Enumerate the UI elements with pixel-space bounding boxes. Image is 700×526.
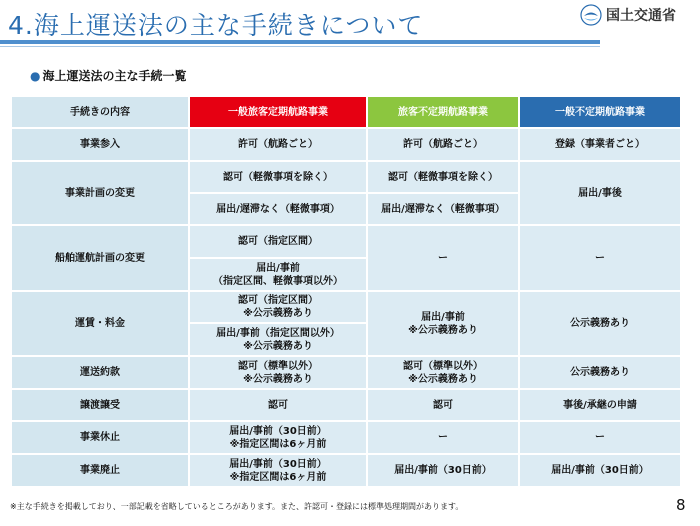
- table-cell: [189, 291, 367, 323]
- cell-line: 届出/事前（指定区間以外）: [216, 327, 340, 339]
- header-general-irregular: 一般不定期航路事業: [519, 96, 681, 128]
- row-label: 事業計画の変更: [11, 161, 189, 225]
- table-cell: 認可: [367, 389, 519, 421]
- cell-line: 認可（標準以外）: [238, 360, 318, 372]
- table-cell: ー: [367, 225, 519, 291]
- table-row: [11, 389, 681, 421]
- table-cell: 公示義務あり: [519, 356, 681, 389]
- cell-line: 届出/事前: [421, 311, 465, 323]
- table-cell: [367, 291, 519, 356]
- row-label: 事業参入: [11, 128, 189, 161]
- title-bar: [0, 0, 700, 50]
- page-title: 4.海上運送法の主な手続きについて: [8, 11, 424, 40]
- table-row: [11, 128, 681, 161]
- table-cell: [189, 356, 367, 389]
- table-cell: 認可（軽微事項を除く）: [367, 161, 519, 193]
- cell-line: ※公示義務あり: [243, 373, 313, 385]
- table-row: [11, 225, 681, 258]
- cell-line: 届出/事前（30日前）: [229, 458, 327, 470]
- table-cell: ー: [367, 421, 519, 454]
- table-cell: 届出/遅滞なく（軽微事項）: [367, 193, 519, 225]
- header-procedure: 手続きの内容: [11, 96, 189, 128]
- cell-line: ※指定区間は6ヶ月前: [229, 471, 327, 483]
- table-row: [11, 421, 681, 454]
- table-cell: [189, 258, 367, 291]
- title-underline-thin: [0, 46, 600, 47]
- section-subtitle: [30, 67, 187, 84]
- table-row: [11, 161, 681, 193]
- table-row: [11, 454, 681, 487]
- table-cell: [189, 323, 367, 356]
- table-cell: [189, 421, 367, 454]
- cell-line: 届出/事前: [256, 262, 300, 274]
- table-cell: 許可（航路ごと）: [189, 128, 367, 161]
- header-general-passenger-regular: 一般旅客定期航路事業: [189, 96, 367, 128]
- table-cell: 認可（指定区間）: [189, 225, 367, 258]
- cell-line: （指定区間、軽微事項以外）: [213, 275, 343, 287]
- page-number: 8: [676, 496, 686, 514]
- mlit-logo: [580, 4, 676, 26]
- table-cell: ー: [519, 421, 681, 454]
- row-label: 運送約款: [11, 356, 189, 389]
- table-cell: 届出/事前（30日前）: [367, 454, 519, 487]
- table-cell: 届出/事後: [519, 161, 681, 225]
- table-row: [11, 291, 681, 323]
- row-label: 船舶運航計画の変更: [11, 225, 189, 291]
- table-cell: ー: [519, 225, 681, 291]
- table-cell: 登録（事業者ごと）: [519, 128, 681, 161]
- table-cell: [189, 454, 367, 487]
- cell-line: 認可（指定区間）: [238, 295, 318, 306]
- logo-text: 国土交通省: [606, 8, 676, 24]
- bullet-icon: ●: [30, 69, 41, 83]
- subtitle-text: 海上運送法の主な手続一覧: [42, 69, 187, 83]
- table-cell: 事後/承継の申請: [519, 389, 681, 421]
- table-cell: 認可（軽微事項を除く）: [189, 161, 367, 193]
- table-header-row: [11, 96, 681, 128]
- footnote: ※主な手続きを掲載しており、一部記載を省略しているところがあります。また、許認可・登録には標準処理期間があります。: [10, 502, 464, 511]
- table-cell: 認可: [189, 389, 367, 421]
- cell-line: ※公示義務あり: [243, 308, 313, 319]
- row-label: 事業廃止: [11, 454, 189, 487]
- row-label: 事業休止: [11, 421, 189, 454]
- title-underline: [0, 40, 600, 44]
- row-label: 運賃・料金: [11, 291, 189, 356]
- table-cell: 届出/遅滞なく（軽微事項）: [189, 193, 367, 225]
- cell-line: 認可（標準以外）: [403, 360, 483, 372]
- table-cell: 許可（航路ごと）: [367, 128, 519, 161]
- table-cell: 届出/事前（30日前）: [519, 454, 681, 487]
- cell-line: ※公示義務あり: [243, 340, 313, 352]
- header-passenger-irregular: 旅客不定期航路事業: [367, 96, 519, 128]
- cell-line: ※指定区間は6ヶ月前: [229, 438, 327, 450]
- row-label: 譲渡譲受: [11, 389, 189, 421]
- table-cell: [367, 356, 519, 389]
- table-row: [11, 356, 681, 389]
- cell-line: ※公示義務あり: [408, 324, 478, 336]
- cell-line: ※公示義務あり: [408, 373, 478, 385]
- table-cell: 公示義務あり: [519, 291, 681, 356]
- cell-line: 届出/事前（30日前）: [229, 425, 327, 437]
- mlit-logo-icon: [580, 4, 602, 26]
- procedures-table: [10, 95, 682, 488]
